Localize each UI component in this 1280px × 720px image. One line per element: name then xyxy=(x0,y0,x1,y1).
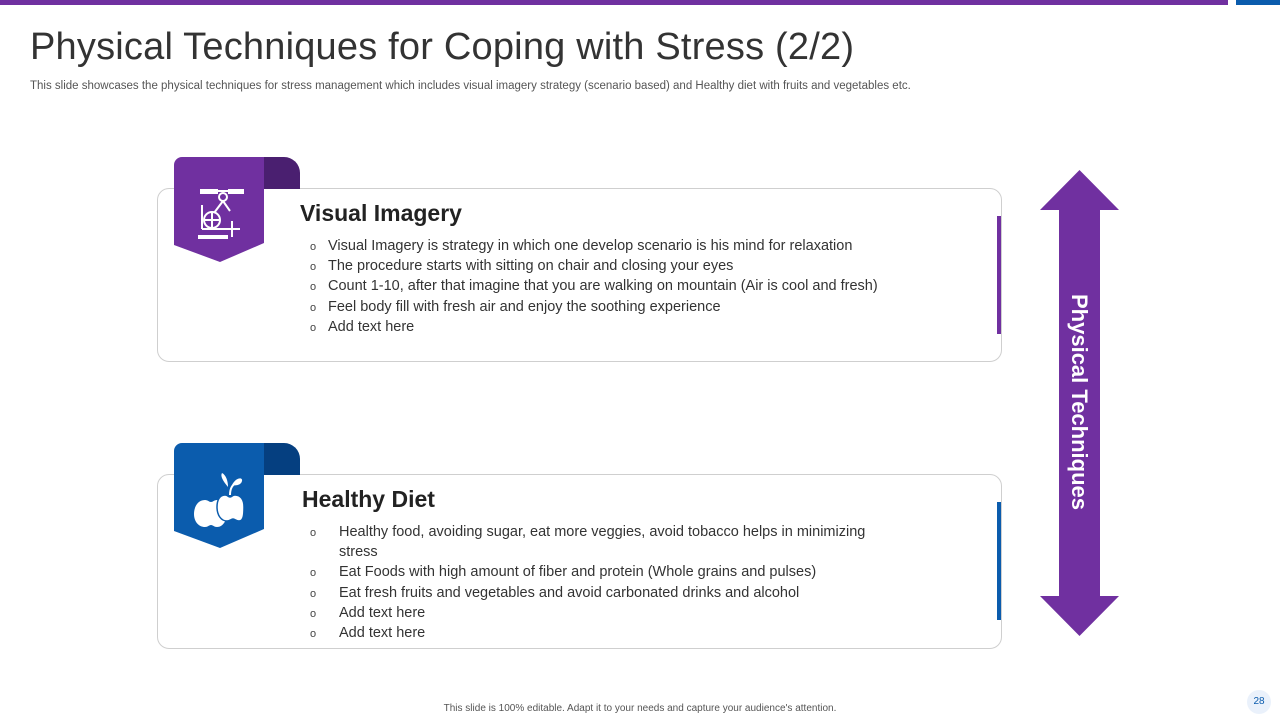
healthy-diet-ribbon xyxy=(172,443,300,548)
card-heading: Visual Imagery xyxy=(300,200,462,226)
top-accent-bar-blue xyxy=(1236,0,1280,5)
list-item: o Feel body fill with fresh air and enjoy the soothing experience xyxy=(308,297,928,317)
slide-title: Physical Techniques for Coping with Stress (2/2) xyxy=(30,26,855,68)
list-item: o Visual Imagery is strategy in which one develop scenario is his mind for relaxation xyxy=(308,236,928,256)
list-item: o Eat fresh fruits and vegetables and avoid carbonated drinks and alcohol xyxy=(308,583,868,603)
card-heading: Healthy Diet xyxy=(302,486,435,512)
page-number: 28 xyxy=(1247,690,1271,714)
list-item: o Add text here xyxy=(308,317,928,337)
card-accent-bar xyxy=(997,216,1001,334)
slide-footer: This slide is 100% editable. Adapt it to your needs and capture your audience's attention. xyxy=(443,703,837,714)
top-accent-bar-purple xyxy=(0,0,1228,5)
list-item: o Eat Foods with high amount of fiber and protein (Whole grains and pulses) xyxy=(308,562,868,582)
bullet-list xyxy=(308,236,928,337)
visual-imagery-ribbon xyxy=(172,157,300,262)
list-item: o Count 1-10, after that imagine that you are walking on mountain (Air is cool and fresh) xyxy=(308,276,928,296)
card-accent-bar xyxy=(997,502,1001,620)
bullet-list xyxy=(308,522,868,643)
slide-subtitle: This slide showcases the physical techniques for stress management which includes visual imagery strategy (scenario based) and Healthy diet with fruits and vegetables etc. xyxy=(30,80,911,92)
list-item: o Add text here xyxy=(308,623,868,643)
list-item: o Healthy food, avoiding sugar, eat more veggies, avoid tobacco helps in minimizing stress xyxy=(308,522,868,562)
list-item: o The procedure starts with sitting on chair and closing your eyes xyxy=(308,256,928,276)
list-item: o Add text here xyxy=(308,603,868,623)
arrow-label: Physical Techniques xyxy=(1067,293,1092,511)
